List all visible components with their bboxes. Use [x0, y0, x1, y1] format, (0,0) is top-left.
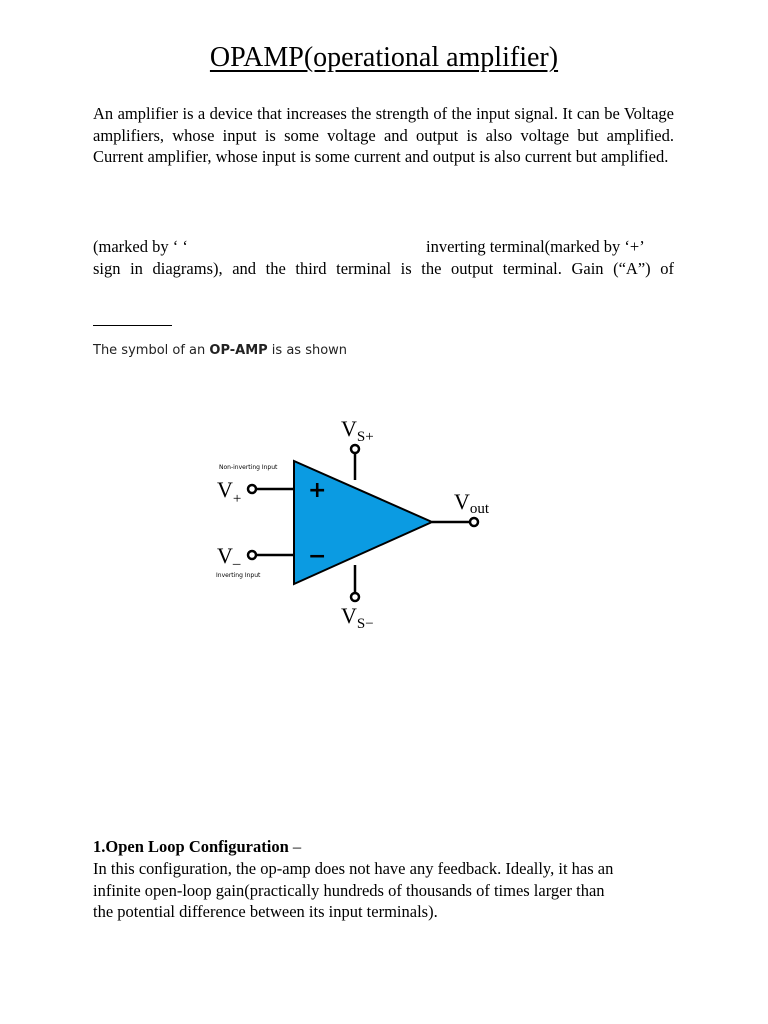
plus-sign: + [308, 478, 327, 503]
vs-plus-label-main: V [341, 416, 357, 441]
fragment-second-line: sign in diagrams), and the third terminal is the output terminal. Gain (“A”) of [93, 259, 674, 278]
section-heading [93, 837, 301, 857]
vs-plus-label [341, 416, 374, 445]
vs-minus-terminal [351, 593, 359, 601]
intro-paragraph: An amplifier is a device that increases the strength of the input signal. It can be Voltage amplifiers, whose input is some voltage and output is also voltage but amplified. Current amplifier, whose input is some current and output is also current but amplified. [93, 104, 674, 166]
vs-plus-label-sub: S+ [356, 429, 374, 445]
vs-minus-label [341, 603, 374, 632]
section-heading-dash: – [288, 837, 302, 856]
vplus-label-main: V [217, 477, 233, 502]
section-body [93, 858, 683, 923]
vminus-label [217, 543, 241, 568]
op-amp-diagram [200, 405, 520, 635]
vminus-label-sub: _ [232, 551, 241, 567]
vs-plus-terminal [351, 445, 359, 453]
vs-minus-label-sub: S− [356, 616, 374, 632]
vout-label-sub: out [469, 501, 490, 517]
section-body-line: infinite open-loop gain(practically hundreds of thousands of times larger than [93, 880, 605, 900]
vplus-label-sub: + [232, 491, 242, 507]
diagram-caption [93, 343, 347, 358]
vout-terminal [470, 518, 478, 526]
vout-label-main: V [454, 489, 470, 514]
vplus-terminal [248, 485, 256, 493]
minus-sign: − [308, 544, 327, 569]
vminus-terminal [248, 551, 256, 559]
caption-suffix: is as shown [267, 343, 348, 358]
section-body-line: In this configuration, the op-amp does not have any feedback. Ideally, it has an [93, 859, 614, 878]
section-heading-bold: 1.Open Loop Configuration [93, 837, 289, 856]
caption-prefix: The symbol of an [93, 343, 210, 358]
non-inverting-input-label: Non-inverting Input [219, 464, 278, 471]
caption-bold: OP-AMP [209, 343, 268, 358]
vplus-label [217, 477, 241, 507]
page-title: OPAMP(operational amplifier) [209, 42, 559, 73]
vminus-label-main: V [217, 543, 233, 568]
inverting-input-label: Inverting Input [216, 572, 261, 579]
fragment-right-text: inverting terminal(marked by ‘+’ [426, 237, 645, 256]
underline-rule [93, 325, 172, 326]
vout-label [454, 489, 490, 517]
section-body-line: the potential difference between its input terminals). [93, 902, 438, 921]
vs-minus-label-main: V [341, 603, 357, 628]
fragment-left-text: (marked by ‘ ‘ [93, 237, 188, 256]
